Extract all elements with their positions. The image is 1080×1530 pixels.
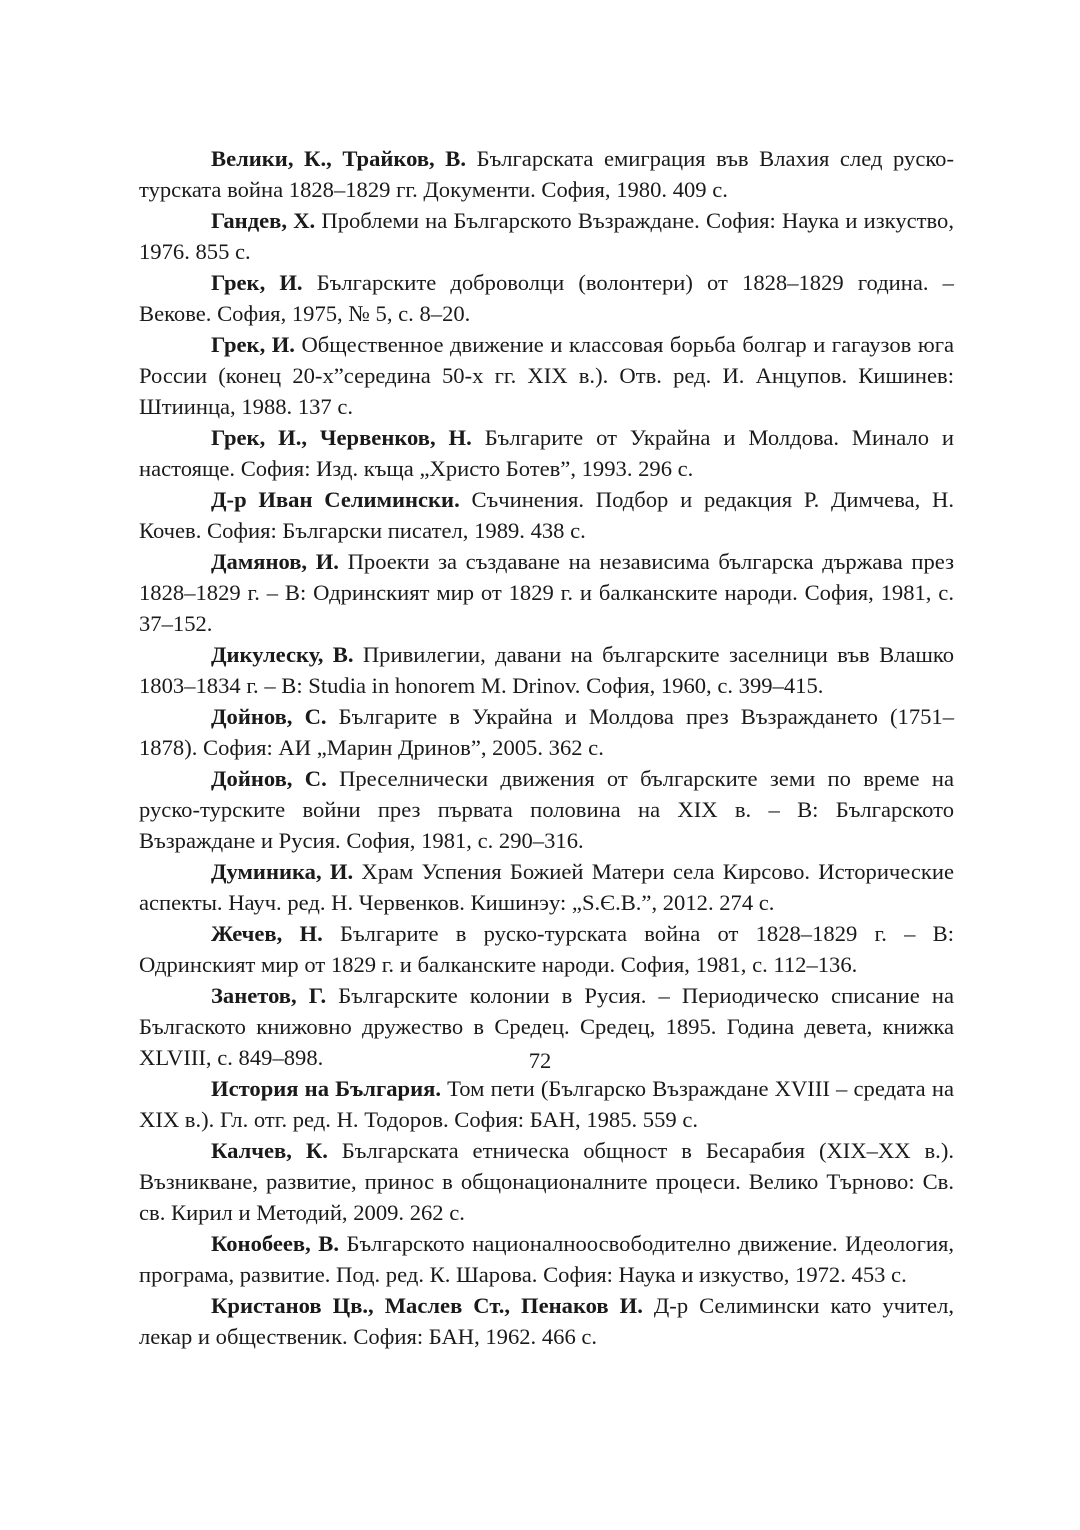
bibliography-entry [139, 763, 954, 856]
entry-text: Българите от Украйна и Молдова. Минало и настояще. София: Изд. къща „Христо Ботев”, 1993. 296 с. [139, 425, 954, 481]
entry-author: Дикулеску, В. [211, 642, 354, 667]
bibliography-entry [139, 205, 954, 267]
bibliography-entry [139, 143, 954, 205]
bibliography-entry [139, 422, 954, 484]
entry-text: Общественное движение и классовая борьба болгар и гагаузов юга России (конец 20-х”середина 50-х гг. XIX в.). Отв. ред. И. Анцупов. Кишинев: Штиинца, 1988. 137 с. [139, 332, 954, 419]
bibliography-entry [139, 701, 954, 763]
bibliography-entry [139, 1290, 954, 1352]
bibliography-entry [139, 918, 954, 980]
entry-text: Д-р Селимински като учител, лекар и общественик. София: БАН, 1962. 466 с. [139, 1293, 955, 1349]
entry-author: Велики, К., Трайков, В. [211, 146, 467, 171]
entry-author: Думиника, И. [211, 859, 354, 884]
entry-author: Дойнов, С. [211, 704, 327, 729]
entry-author: Дойнов, С. [211, 766, 327, 791]
bibliography-list [139, 143, 954, 1352]
entry-author: Грек, И. [211, 332, 295, 357]
entry-author: Дамянов, И. [211, 549, 339, 574]
bibliography-entry [139, 1135, 954, 1228]
bibliography-entry [139, 1228, 954, 1290]
entry-text: Българските колонии в Русия. – Периодическо списание на Бългаското книжовно дружество в Средец. Средец, 1895. Година девета, книжка XLVIII, с. 849–898. [139, 983, 954, 1070]
bibliography-entry [139, 329, 954, 422]
entry-text: Българското националноосвободително движение. Идеология, програма, развитие. Под. ред. К. Шарова. София: Наука и изкуство, 1972. 453 с. [139, 1231, 954, 1287]
entry-text: Българската етническа общност в Бесарабия (XIX–XX в.). Възникване, развитие, принос в общонационалните процеси. Велико Търново: Св. св. Кирил и Методий, 2009. 262 с. [139, 1138, 954, 1225]
bibliography-entry [139, 1073, 954, 1135]
entry-author: Занетов, Г. [211, 983, 327, 1008]
entry-text: Съчинения. Подбор и редакция Р. Димчева, Н. Кочев. София: Български писател, 1989. 438 с. [139, 487, 954, 543]
entry-text: Българската емиграция във Влахия след руско-турската война 1828–1829 гг. Документи. София, 1980. 409 с. [139, 146, 954, 202]
entry-text: Привилегии, давани на българските заселници във Влашко 1803–1834 г. – В: Studia in honorem M. Drinov. София, 1960, с. 399–415. [139, 642, 954, 698]
entry-text: Том пети (Българско Възраждане XVIII – средата на XIX в.). Гл. отг. ред. Н. Тодоров. София: БАН, 1985. 559 с. [139, 1076, 954, 1132]
entry-text: Храм Успения Божией Матери села Кирсово. Исторические аспекты. Науч. ред. Н. Червенков. Кишинэу: „S.Є.B.”, 2012. 274 с. [139, 859, 954, 915]
entry-text: Българските доброволци (волонтери) от 1828–1829 година. – Векове. София, 1975, № 5, с. 8–20. [139, 270, 954, 326]
entry-text: Българите в руско-турската война от 1828–1829 г. – В: Одринският мир от 1829 г. и балканските народи. София, 1981, с. 112–136. [139, 921, 954, 977]
entry-text: Проекти за създаване на независима българска държава през 1828–1829 г. – В: Одринският мир от 1829 г. и балканските народи. София, 1981, с. 37–152. [139, 549, 954, 636]
bibliography-entry [139, 639, 954, 701]
bibliography-entry [139, 856, 954, 918]
bibliography-entry [139, 267, 954, 329]
bibliography-entry [139, 546, 954, 639]
page-number: 72 [528, 1048, 552, 1073]
entry-author: Гандев, Х. [211, 208, 316, 233]
entry-author: Калчев, К. [211, 1138, 328, 1163]
entry-text: Преселнически движения от българските земи по време на руско-турските войни през първата половина на XIX в. – В: Българското Възраждане и Русия. София, 1981, с. 290–316. [139, 766, 954, 853]
entry-author: Жечев, Н. [211, 921, 323, 946]
bibliography-entry [139, 484, 954, 546]
entry-author: Кристанов Цв., Маслев Ст., Пенаков И. [211, 1293, 643, 1318]
entry-author: Грек, И. [211, 270, 303, 295]
entry-text: Проблеми на Българското Възраждане. София: Наука и изкуство, 1976. 855 с. [139, 208, 954, 264]
entry-author: История на България. [211, 1076, 441, 1101]
entry-text: Българите в Украйна и Молдова през Възраждането (1751–1878). София: АИ „Марин Дринов”, 2005. 362 с. [139, 704, 955, 760]
entry-author: Грек, И., Червенков, Н. [211, 425, 472, 450]
entry-author: Конобеев, В. [211, 1231, 339, 1256]
entry-author: Д-р Иван Селимински. [211, 487, 460, 512]
